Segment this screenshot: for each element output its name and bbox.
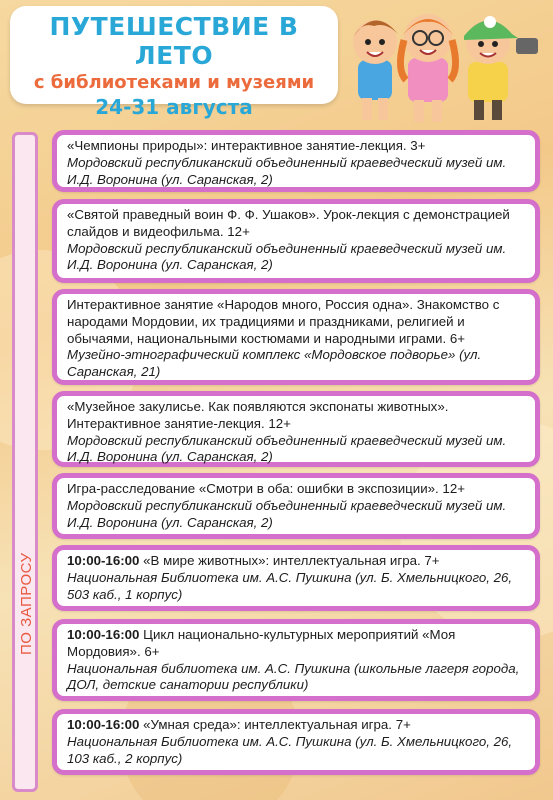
kid-boy-cap-icon	[464, 16, 538, 120]
header-banner	[10, 6, 338, 119]
event-location: Национальная Библиотека им. А.С. Пушкина (ул. Б. Хмельницкого, 26, 503 каб., 1 корпус)	[67, 569, 513, 602]
event-time: 10:00-16:00	[67, 627, 144, 642]
event-title: Интерактивное занятие «Народов много, Россия одна». Знакомство с народами Мордовии, их традициями и праздниками, религией и обычаями, национальными костюмами и народными играми. 6+	[67, 297, 500, 346]
event-location: Мордовский республиканский объединенный краеведческий музей им. И.Д. Воронина (ул. Саранская, 2)	[67, 432, 507, 465]
side-label: ПО ЗАПРОСУ	[18, 552, 35, 655]
event-location: Мордовский республиканский объединенный краеведческий музей им. И.Д. Воронина (ул. Саранская, 2)	[67, 240, 507, 273]
event-title: «В мире животных»: интеллектуальная игра. 7+	[143, 553, 440, 568]
event-card	[52, 391, 540, 467]
event-title: «Музейное закулисье. Как появляются экспонаты животных». Интерактивное занятие-лекция. 12+	[67, 399, 449, 431]
kids-illustration	[340, 0, 553, 125]
event-title: Игра-расследование «Смотри в оба: ошибки в экспозиции». 12+	[67, 481, 465, 496]
event-card	[52, 545, 540, 611]
event-location: Мордовский республиканский объединенный краеведческий музей им. И.Д. Воронина (ул. Саранская, 2)	[67, 497, 507, 530]
kid-girl-icon	[400, 14, 455, 122]
event-card	[52, 289, 540, 385]
date-range: 24-31 августа	[95, 95, 253, 119]
side-label-tab	[12, 132, 38, 792]
event-title: Цикл национально-культурных мероприятий «Моя Мордовия». 6+	[67, 627, 456, 659]
event-location: Национальная библиотека им. А.С. Пушкина (школьные лагеря города, ДОЛ, детские санатории республики)	[67, 660, 520, 693]
page-subtitle: с библиотеками и музеями	[33, 72, 315, 93]
event-title: «Умная среда»: интеллектуальная игра. 7+	[143, 717, 411, 732]
event-card	[52, 199, 540, 283]
event-location: Национальная Библиотека им. А.С. Пушкина (ул. Б. Хмельницкого, 26, 103 каб., 2 корпус)	[67, 733, 513, 766]
event-location: Музейно-этнографический комплекс «Мордовское подворье» (ул. Саранская, 21)	[67, 347, 482, 380]
event-card	[52, 130, 540, 192]
kid-boy-left-icon	[353, 20, 398, 120]
event-time: 10:00-16:00	[67, 553, 144, 568]
event-card	[52, 619, 540, 701]
event-card	[52, 473, 540, 539]
event-card	[52, 709, 540, 775]
event-time: 10:00-16:00	[67, 717, 144, 732]
event-title: «Чемпионы природы»: интерактивное занятие-лекция. 3+	[67, 138, 426, 153]
event-location: Мордовский республиканский объединенный краеведческий музей им. И.Д. Воронина (ул. Саранская, 2)	[67, 154, 507, 187]
page-title: ПУТЕШЕСТВИЕ В ЛЕТО	[49, 12, 299, 70]
event-title: «Святой праведный воин Ф. Ф. Ушаков». Урок-лекция с демонстрацией слайдов и видеофильма. 12+	[67, 207, 510, 239]
